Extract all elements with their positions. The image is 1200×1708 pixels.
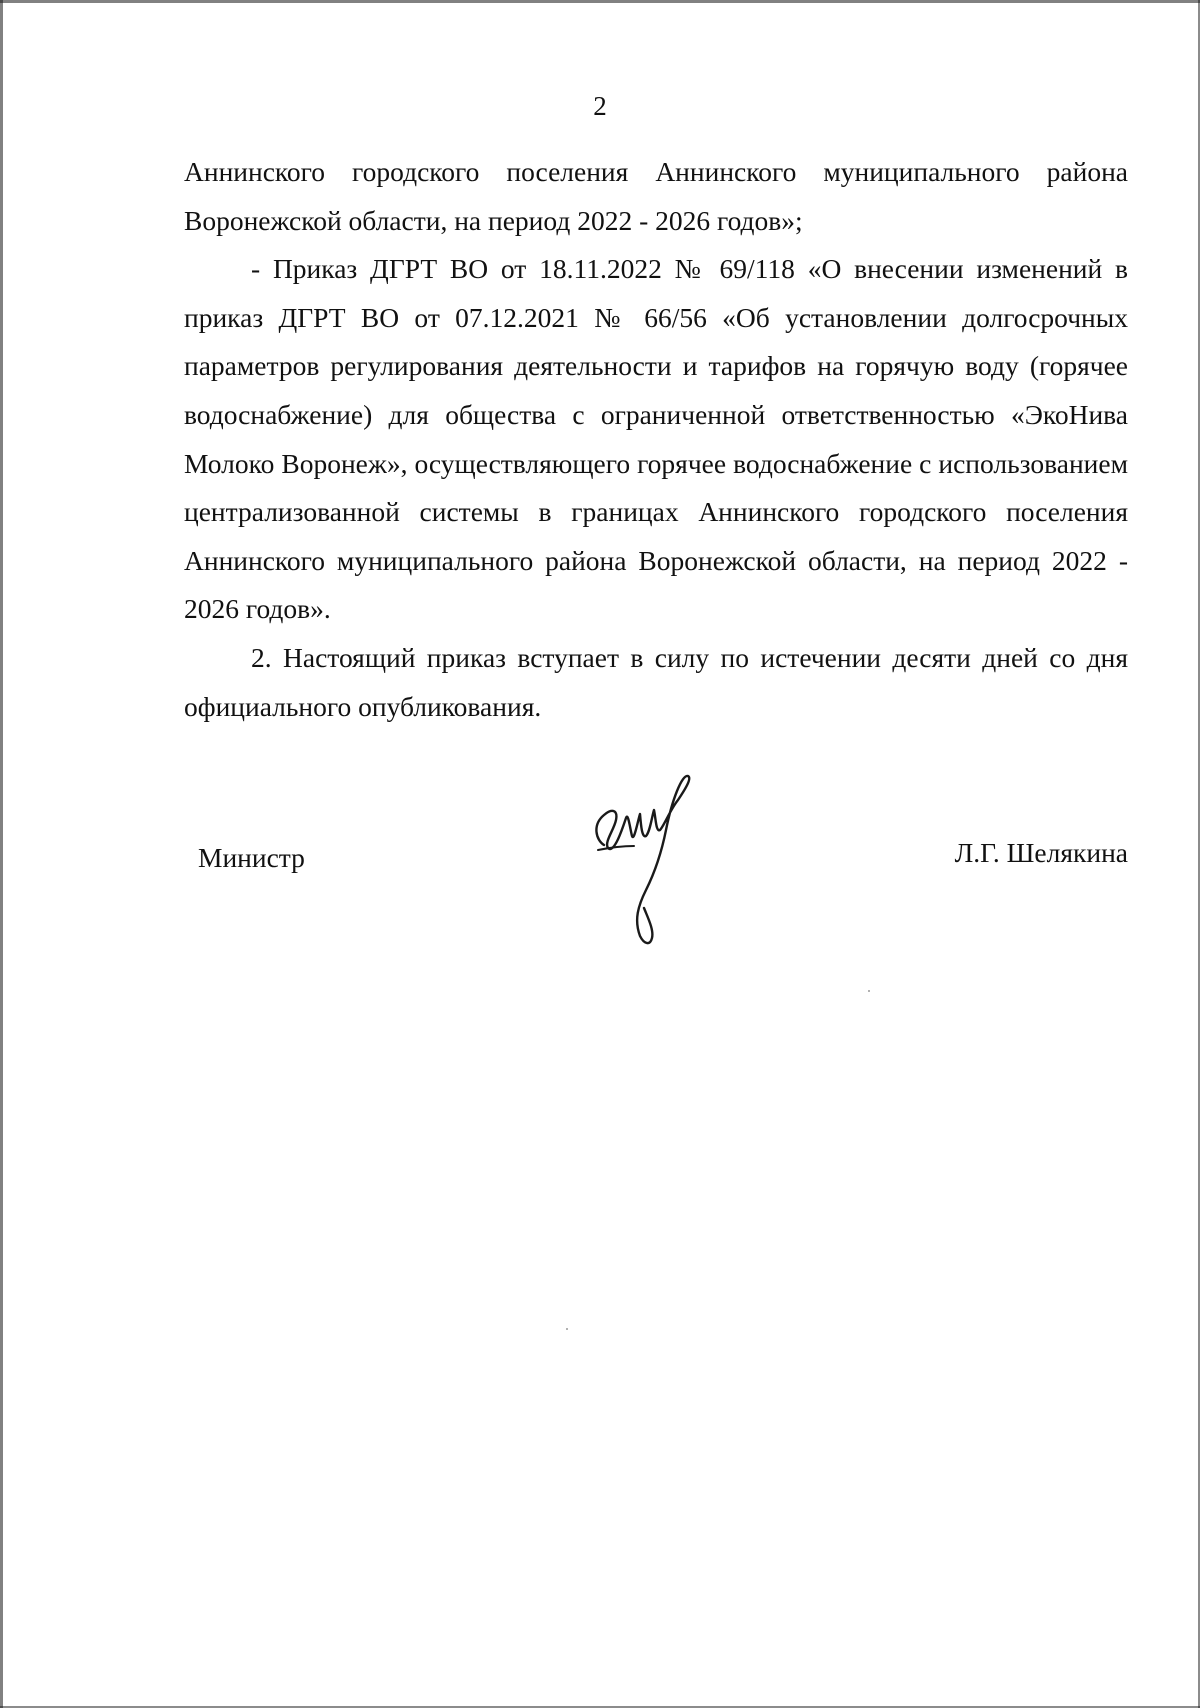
page-number: 2	[593, 91, 607, 121]
paragraph-effective-date: 2. Настоящий приказ вступает в силу по истечении десяти дней со дня официального опубликования.	[184, 641, 1128, 722]
handwritten-signature	[574, 770, 724, 950]
paragraph-continuation: Аннинского городского поселения Аннинского муниципального района Воронежской области, на период 2022 - 2026 годов»;	[184, 156, 1128, 236]
scan-speck	[868, 990, 870, 992]
scan-edge-left	[0, 0, 3, 1708]
scan-edge-top	[0, 0, 1200, 3]
signer-name: Л.Г. Шелякина	[954, 837, 1128, 868]
scan-speck	[566, 1328, 568, 1330]
signer-title: Министр	[198, 842, 305, 873]
paragraph-order-reference: - Приказ ДГРТ ВО от 18.11.2022 № 69/118 «О внесении изменений в приказ ДГРТ ВО от 07.12.2021 № 66/56 «Об установлении долгосрочных параметров регулирования деятельности и тарифов на горячую воду (горячее водоснабжение) для общества с ограниченной ответственностью «ЭкоНива Молоко Воронеж», осуществляющего горячее водоснабжение с использованием централизованной системы в границах Аннинского городского поселения Аннинского муниципального района Воронежской области, на период 2022 - 2026 годов».	[184, 253, 1128, 625]
document-body	[184, 148, 1128, 731]
signature-block	[184, 770, 1128, 950]
